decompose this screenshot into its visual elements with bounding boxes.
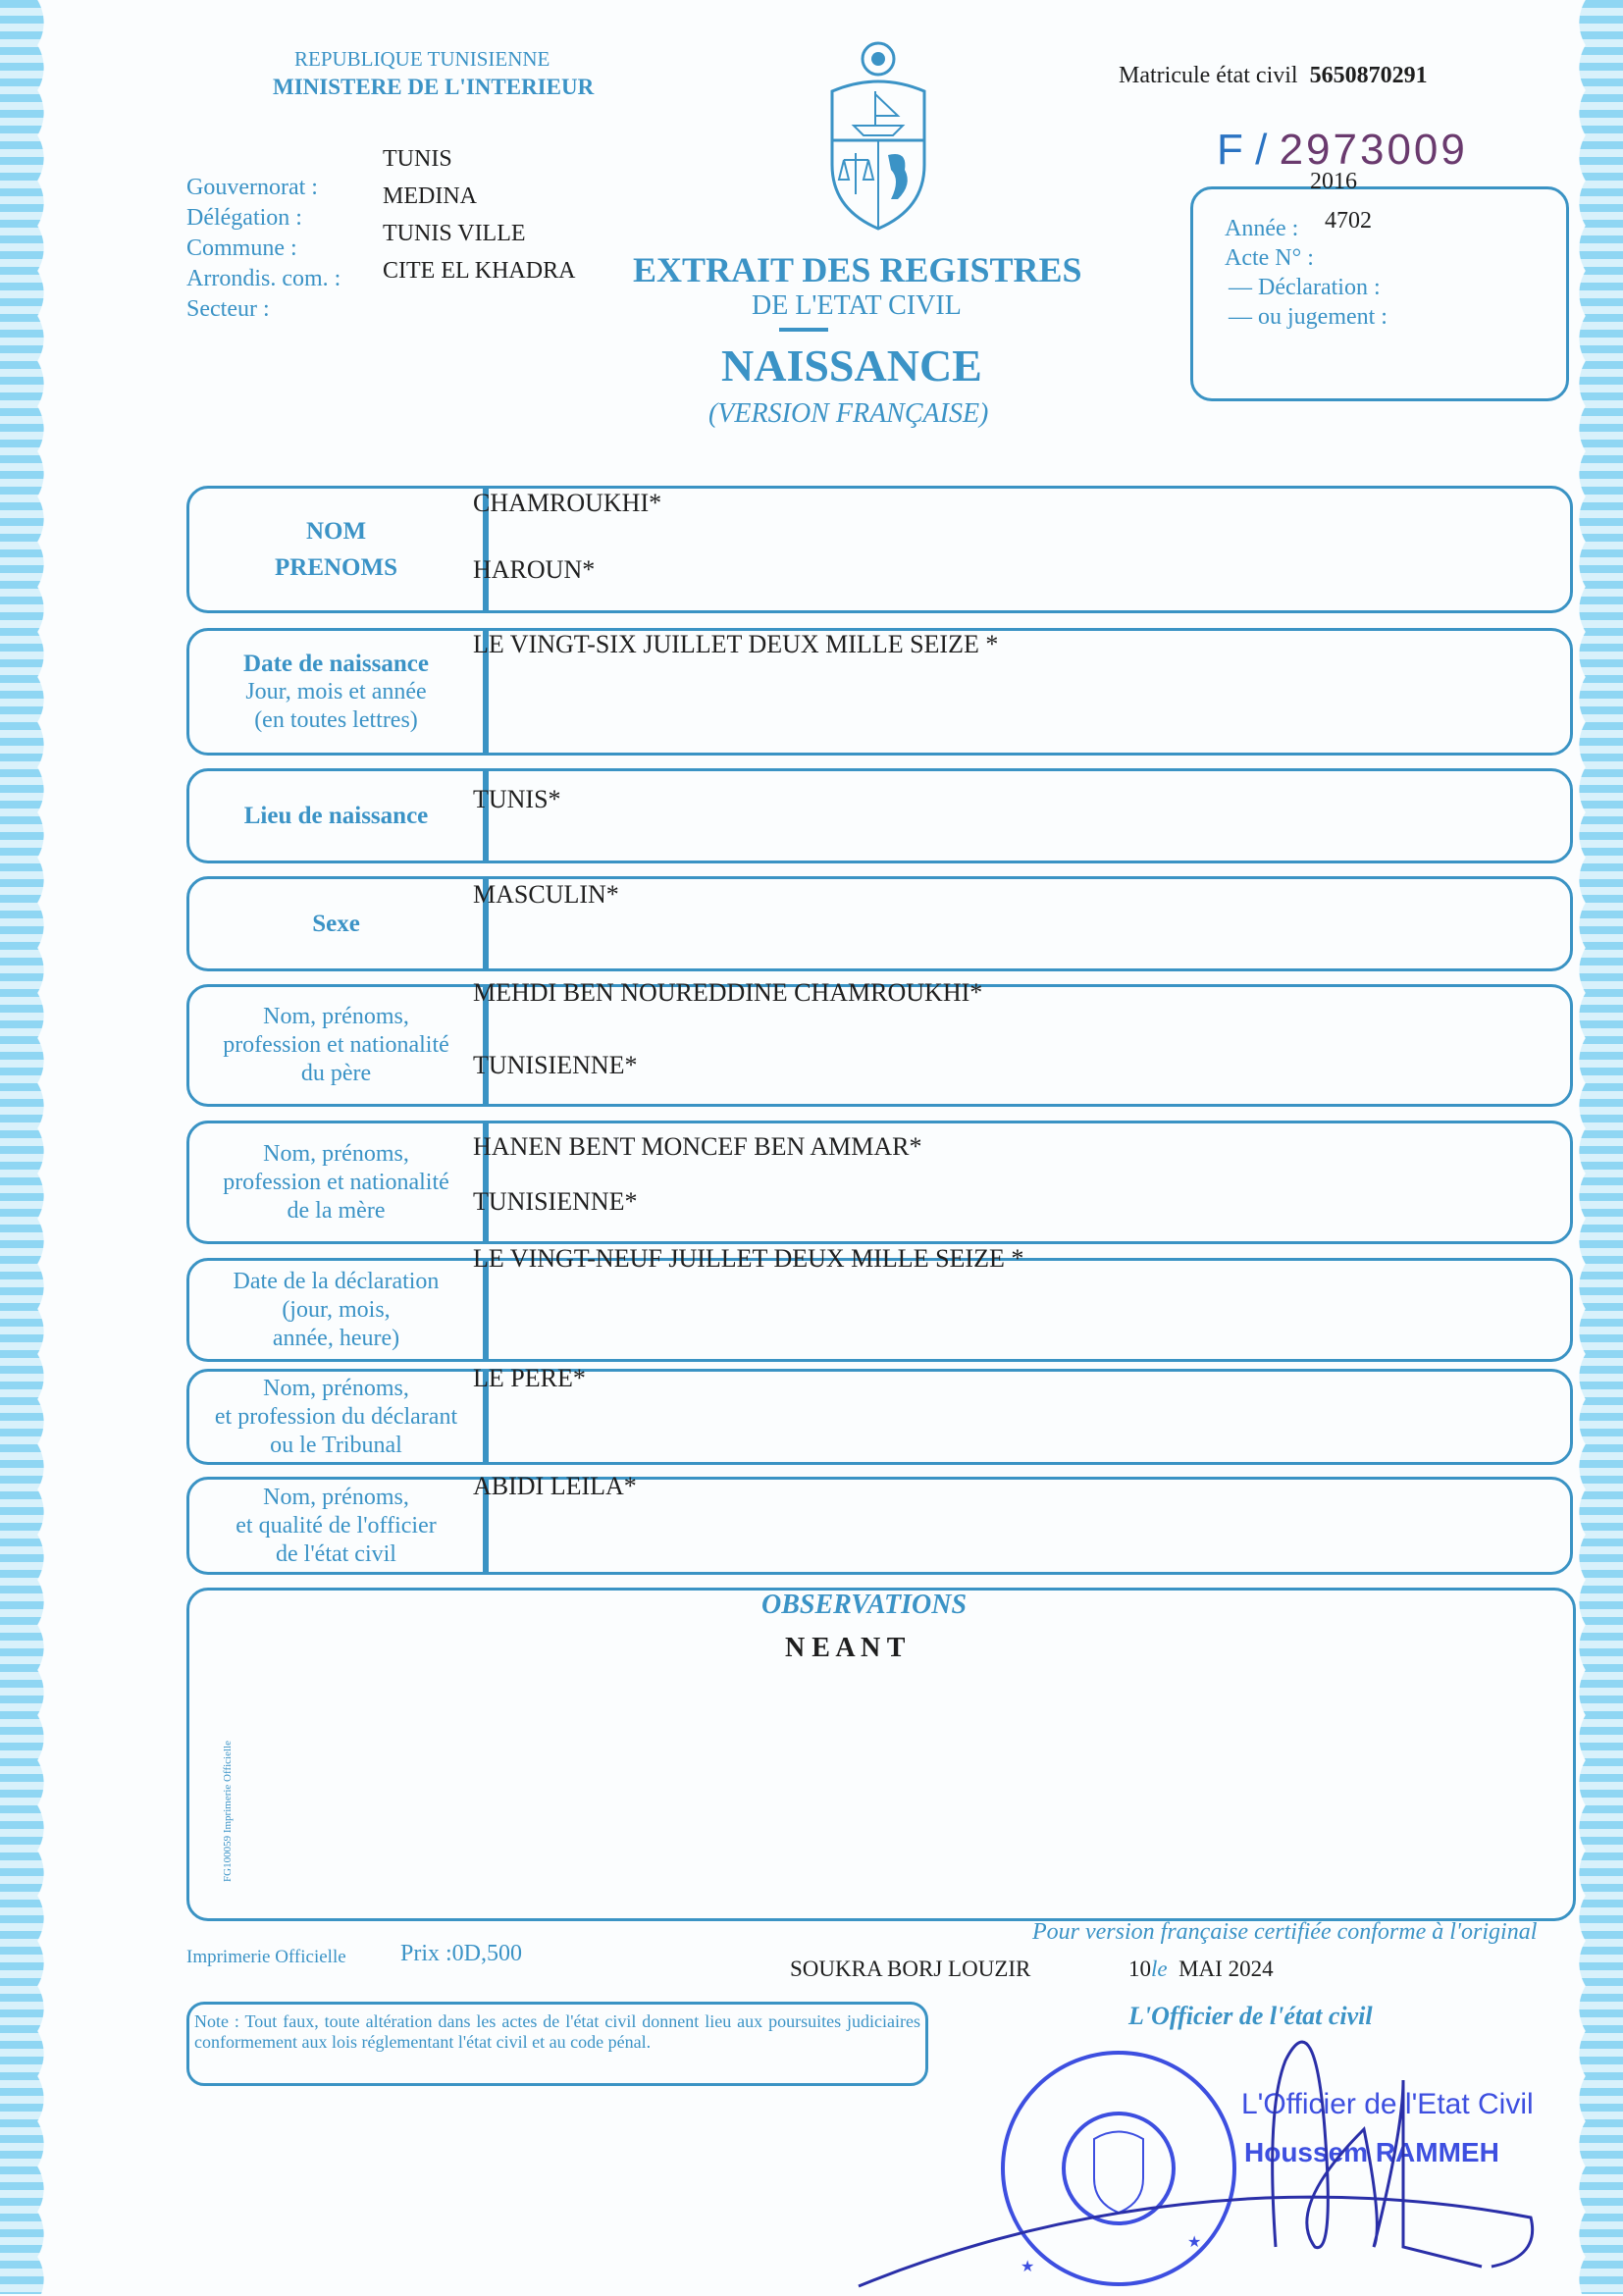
gouvernorat-label: Gouvernorat :: [186, 175, 318, 200]
issue-day: 10: [1128, 1957, 1151, 1981]
issue-le: le: [1151, 1957, 1168, 1981]
jugement-label: — ou jugement :: [1229, 304, 1387, 330]
title-etat-civil: DE L'ETAT CIVIL: [752, 290, 962, 321]
arrondissement-value: CITE EL KHADRA: [383, 258, 576, 284]
date-naissance-label: Date de naissance: [243, 650, 429, 677]
date-naissance-value: LE VINGT-SIX JUILLET DEUX MILLE SEIZE *: [473, 630, 999, 658]
issue-place: SOUKRA BORJ LOUZIR: [790, 1957, 1031, 1981]
nom-value: CHAMROUKHI*: [473, 489, 662, 517]
nom-label: NOM: [305, 518, 367, 545]
date-declaration-label: (jour, mois,: [282, 1296, 391, 1323]
printer-label: Imprimerie Officielle: [186, 1947, 346, 1967]
matricule-value: 5650870291: [1309, 63, 1428, 88]
prenoms-value: HAROUN*: [473, 555, 596, 584]
tunisia-coat-of-arms-icon: [814, 37, 942, 234]
pere-name-value: MEHDI BEN NOUREDDINE CHAMROUKHI*: [473, 978, 983, 1007]
date-declaration-value: LE VINGT-NEUF JUILLET DEUX MILLE SEIZE *: [473, 1244, 1024, 1273]
value-box: [486, 876, 1573, 971]
republic-label: REPUBLIQUE TUNISIENNE: [294, 47, 550, 71]
value-box: [486, 768, 1573, 863]
acte-number-value: 4702: [1325, 208, 1372, 234]
title-extrait: EXTRAIT DES REGISTRES: [633, 250, 1082, 289]
date-naissance-sublabel: (en toutes lettres): [254, 706, 418, 733]
declarant-label: Nom, prénoms,: [263, 1375, 409, 1401]
price-label: Prix :0D,500: [400, 1941, 523, 1966]
mere-name-value: HANEN BENT MONCEF BEN AMMAR*: [473, 1132, 922, 1161]
issue-month-year: MAI 2024: [1178, 1957, 1274, 1981]
declarant-label: et profession du déclarant: [214, 1403, 458, 1430]
svg-text:★: ★: [1187, 2234, 1202, 2251]
observations-label: OBSERVATIONS: [761, 1590, 968, 1620]
certified-text: Pour version française certifiée conforme à l'original: [1032, 1919, 1538, 1945]
date-declaration-label: Date de la déclaration: [233, 1268, 440, 1294]
prenoms-label: PRENOMS: [275, 554, 397, 581]
declarant-label: ou le Tribunal: [270, 1432, 402, 1458]
date-naissance-sublabel: Jour, mois et année: [245, 678, 427, 704]
pere-label: profession et nationalité: [223, 1032, 449, 1058]
mere-label: Nom, prénoms,: [263, 1140, 409, 1167]
delegation-label: Délégation :: [186, 205, 302, 231]
annee-value: 2016: [1310, 169, 1357, 194]
gouvernorat-value: TUNIS: [383, 146, 452, 172]
serial-number: [1217, 126, 1468, 175]
signature-stamp-name: Houssem RAMMEH: [1244, 2137, 1499, 2167]
officer-title: L'Officier de l'état civil: [1128, 2002, 1373, 2030]
side-print-code: FG100059 Imprimerie Officielle: [221, 1741, 234, 1882]
annee-label: Année :: [1225, 216, 1299, 241]
title-naissance: NAISSANCE: [721, 340, 982, 391]
title-divider: [779, 328, 828, 332]
signature-stamp-title: L'Officier de l'Etat Civil: [1241, 2088, 1534, 2120]
sexe-value: MASCULIN*: [473, 880, 619, 909]
officier-label: et qualité de l'officier: [236, 1512, 437, 1539]
lieu-naissance-label: Lieu de naissance: [243, 803, 429, 829]
mere-nationality-value: TUNISIENNE*: [473, 1187, 638, 1216]
value-box: [486, 1369, 1573, 1465]
acte-number-label: Acte N° :: [1225, 245, 1314, 271]
officier-value: ABIDI LEILA*: [473, 1472, 637, 1500]
handwritten-signature-icon: [854, 2011, 1560, 2296]
location-labels: [186, 173, 340, 325]
pere-label: Nom, prénoms,: [263, 1004, 409, 1029]
title-version: (VERSION FRANÇAISE): [708, 398, 989, 429]
commune-label: Commune :: [186, 235, 297, 261]
sexe-label: Sexe: [312, 911, 360, 937]
pere-nationality-value: TUNISIENNE*: [473, 1051, 638, 1079]
svg-text:★: ★: [1021, 2259, 1035, 2275]
officier-label: de l'état civil: [276, 1540, 396, 1567]
secteur-label: Secteur :: [186, 296, 270, 322]
serial-value: 2973009: [1279, 126, 1468, 174]
declaration-label: — Déclaration :: [1229, 275, 1381, 300]
delegation-value: MEDINA: [383, 183, 477, 209]
commune-value: TUNIS VILLE: [383, 221, 526, 246]
issue-date: [1128, 1957, 1274, 1982]
matricule-label: Matricule état civil: [1119, 63, 1298, 88]
pere-label: du père: [300, 1061, 372, 1086]
location-values: [383, 140, 575, 289]
lieu-naissance-value: TUNIS*: [473, 785, 561, 813]
left-decorative-border: [0, 0, 69, 2294]
mere-label: profession et nationalité: [223, 1169, 449, 1195]
serial-prefix: F /: [1217, 126, 1268, 174]
arrondissement-label: Arrondis. com. :: [186, 266, 341, 291]
ministry-label: MINISTERE DE L'INTERIEUR: [273, 75, 595, 99]
matricule: [1119, 63, 1428, 89]
declarant-value: LE PERE*: [473, 1364, 586, 1392]
legal-note: Note : Tout faux, toute altération dans les actes de l'état civil donnent lieu aux poursuites judiciaires conformement aux lois réglementant l'état civil et au code pénal.: [194, 2011, 920, 2052]
mere-label: de la mère: [287, 1197, 386, 1224]
officier-label: Nom, prénoms,: [263, 1484, 409, 1510]
value-box: [486, 1477, 1573, 1575]
observations-value: N E A N T: [785, 1633, 906, 1663]
date-declaration-label: année, heure): [272, 1325, 400, 1351]
